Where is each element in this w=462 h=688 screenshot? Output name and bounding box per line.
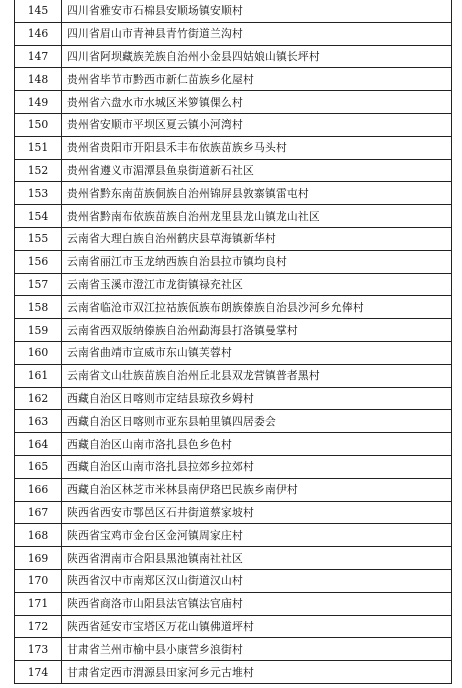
row-number: 156 [15, 250, 62, 273]
row-number: 154 [15, 205, 62, 228]
village-name: 陕西省西安市鄠邑区石井街道蔡家坡村 [62, 501, 452, 524]
row-number: 155 [15, 227, 62, 250]
village-name: 西藏自治区日喀则市定结县琼孜乡姆村 [62, 387, 452, 410]
table-row [15, 113, 452, 136]
village-name: 云南省文山壮族苗族自治州丘北县双龙营镇普者黑村 [62, 364, 452, 387]
row-number: 161 [15, 364, 62, 387]
table-row [15, 273, 452, 296]
row-number: 153 [15, 182, 62, 205]
village-name: 陕西省渭南市合阳县黑池镇南社社区 [62, 547, 452, 570]
row-number: 160 [15, 341, 62, 364]
village-table-body [15, 0, 452, 683]
row-number: 150 [15, 113, 62, 136]
table-row [15, 410, 452, 433]
table-row [15, 319, 452, 342]
row-number: 174 [15, 661, 62, 684]
table-row [15, 569, 452, 592]
row-number: 152 [15, 159, 62, 182]
row-number: 166 [15, 478, 62, 501]
row-number: 169 [15, 547, 62, 570]
table-row [15, 661, 452, 684]
table-row [15, 136, 452, 159]
row-number: 158 [15, 296, 62, 319]
row-number: 172 [15, 615, 62, 638]
table-row [15, 478, 452, 501]
table-row [15, 341, 452, 364]
table-row [15, 433, 452, 456]
village-table [14, 0, 452, 684]
village-name: 贵州省黔南布依族苗族自治州龙里县龙山镇龙山社区 [62, 205, 452, 228]
row-number: 151 [15, 136, 62, 159]
row-number: 173 [15, 638, 62, 661]
village-name: 云南省临沧市双江拉祜族佤族布朗族傣族自治县沙河乡允俸村 [62, 296, 452, 319]
table-row [15, 22, 452, 45]
village-name: 贵州省六盘水市水城区米箩镇倮么村 [62, 91, 452, 114]
table-row [15, 45, 452, 68]
table-row [15, 296, 452, 319]
table-row [15, 455, 452, 478]
table-row [15, 205, 452, 228]
village-name: 西藏自治区日喀则市亚东县帕里镇四居委会 [62, 410, 452, 433]
village-name: 西藏自治区山南市洛扎县色乡色村 [62, 433, 452, 456]
table-row [15, 547, 452, 570]
row-number: 145 [15, 0, 62, 22]
table-row [15, 91, 452, 114]
table-row [15, 638, 452, 661]
village-name: 四川省眉山市青神县青竹街道兰沟村 [62, 22, 452, 45]
table-row [15, 182, 452, 205]
village-name: 云南省西双版纳傣族自治州勐海县打洛镇曼掌村 [62, 319, 452, 342]
village-name: 云南省玉溪市澄江市龙街镇禄充社区 [62, 273, 452, 296]
table-row [15, 592, 452, 615]
village-name: 西藏自治区林芝市米林县南伊珞巴民族乡南伊村 [62, 478, 452, 501]
village-name: 云南省曲靖市宣威市东山镇芙蓉村 [62, 341, 452, 364]
village-name: 四川省阿坝藏族羌族自治州小金县四姑娘山镇长坪村 [62, 45, 452, 68]
village-name: 陕西省延安市宝塔区万花山镇佛道坪村 [62, 615, 452, 638]
row-number: 147 [15, 45, 62, 68]
village-name: 甘肃省定西市渭源县田家河乡元古堆村 [62, 661, 452, 684]
village-name: 陕西省宝鸡市金台区金河镇周家庄村 [62, 524, 452, 547]
row-number: 162 [15, 387, 62, 410]
village-name: 云南省大理白族自治州鹤庆县草海镇新华村 [62, 227, 452, 250]
row-number: 167 [15, 501, 62, 524]
table-row [15, 250, 452, 273]
row-number: 159 [15, 319, 62, 342]
table-row [15, 364, 452, 387]
village-name: 陕西省商洛市山阳县法官镇法官庙村 [62, 592, 452, 615]
row-number: 149 [15, 91, 62, 114]
village-name: 贵州省毕节市黔西市新仁苗族乡化屋村 [62, 68, 452, 91]
village-name: 陕西省汉中市南郑区汉山街道汉山村 [62, 569, 452, 592]
table-row [15, 68, 452, 91]
village-name: 贵州省黔东南苗族侗族自治州锦屏县敦寨镇雷屯村 [62, 182, 452, 205]
village-name: 贵州省贵阳市开阳县禾丰布依族苗族乡马头村 [62, 136, 452, 159]
village-name: 贵州省安顺市平坝区夏云镇小河湾村 [62, 113, 452, 136]
village-name: 云南省丽江市玉龙纳西族自治县拉市镇均良村 [62, 250, 452, 273]
row-number: 164 [15, 433, 62, 456]
row-number: 148 [15, 68, 62, 91]
table-row [15, 227, 452, 250]
row-number: 165 [15, 455, 62, 478]
row-number: 168 [15, 524, 62, 547]
row-number: 171 [15, 592, 62, 615]
table-row [15, 159, 452, 182]
village-name: 贵州省遵义市湄潭县鱼泉街道新石社区 [62, 159, 452, 182]
table-row [15, 524, 452, 547]
table-row [15, 387, 452, 410]
table-row [15, 501, 452, 524]
table-row [15, 0, 452, 22]
village-name: 四川省雅安市石棉县安顺场镇安顺村 [62, 0, 452, 22]
row-number: 146 [15, 22, 62, 45]
row-number: 157 [15, 273, 62, 296]
row-number: 163 [15, 410, 62, 433]
row-number: 170 [15, 569, 62, 592]
village-name: 甘肃省兰州市榆中县小康营乡浪街村 [62, 638, 452, 661]
village-name: 西藏自治区山南市洛扎县拉郊乡拉郊村 [62, 455, 452, 478]
table-row [15, 615, 452, 638]
village-list-document [14, 0, 452, 684]
